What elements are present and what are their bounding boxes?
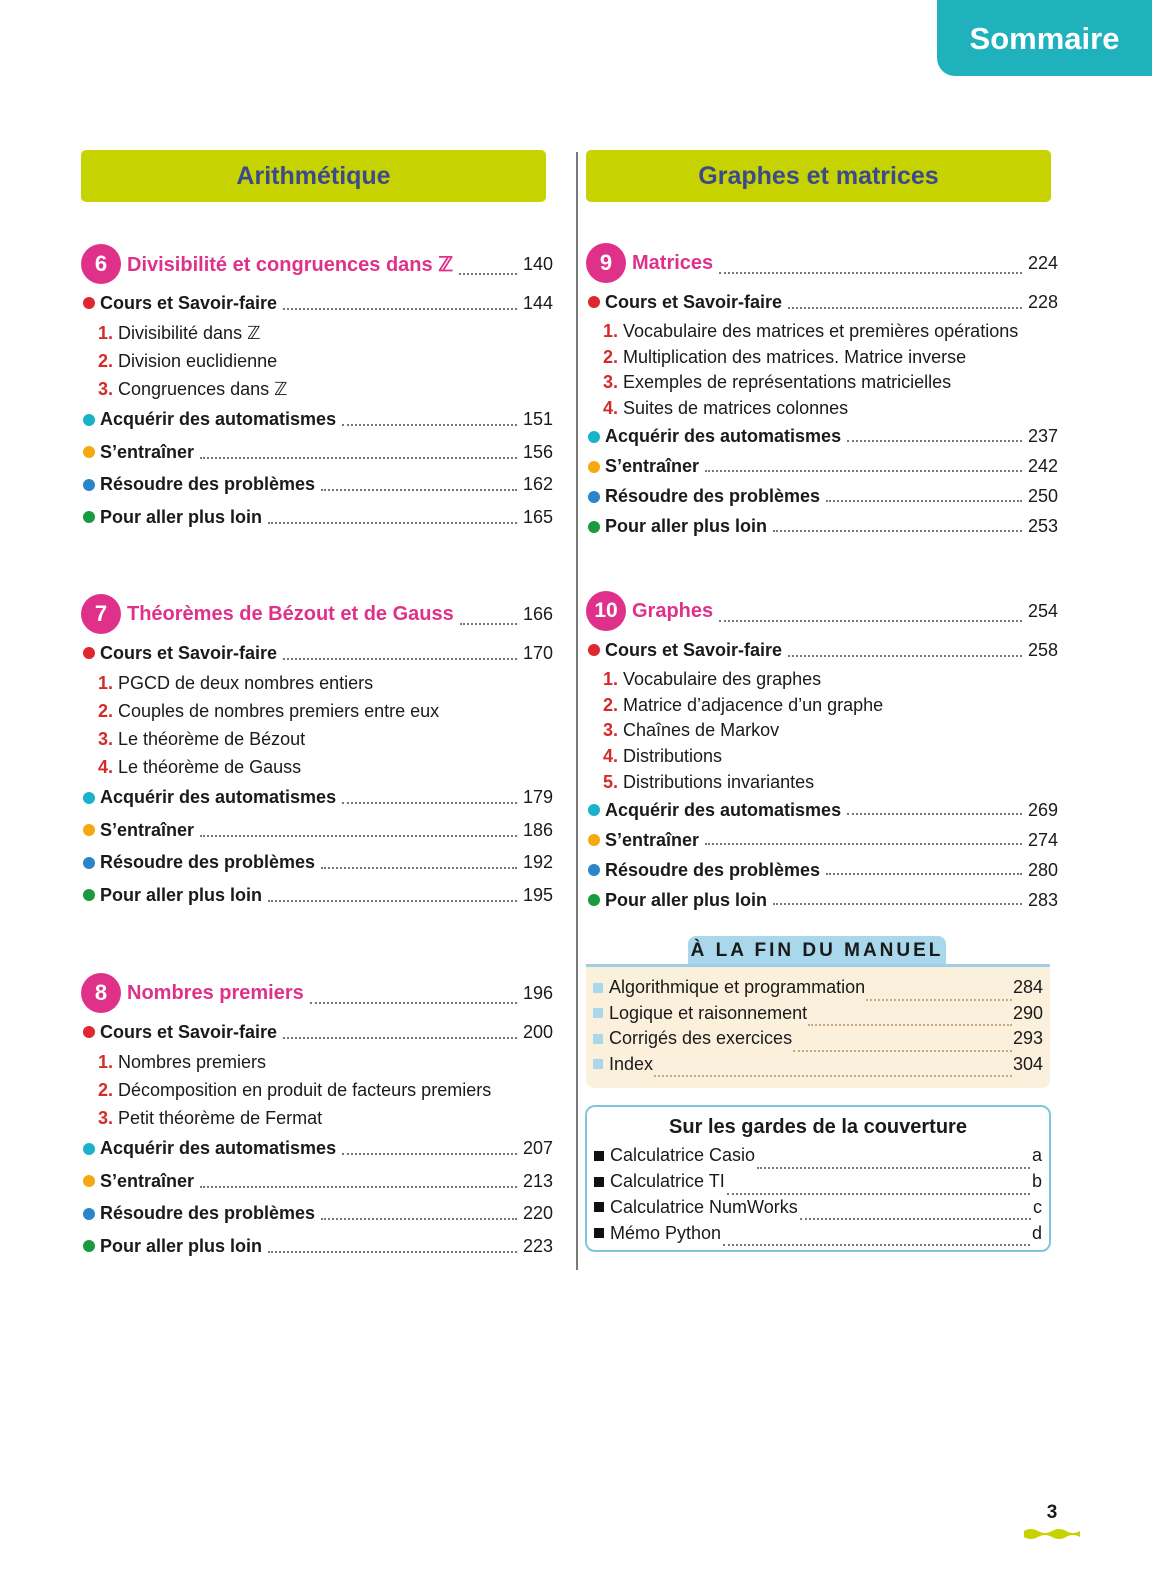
entry-page: 237 — [1027, 426, 1058, 447]
entry-acquerir-automatismes[interactable] — [81, 1133, 553, 1166]
entry-label: Résoudre des problèmes — [605, 859, 821, 880]
entry-label: Pour aller plus loin — [100, 1235, 263, 1256]
acquerir-automatismes-bullet-icon — [83, 792, 95, 804]
subsection-item[interactable] — [586, 370, 1058, 396]
resoudre-problemes-bullet-icon — [588, 491, 600, 503]
entry-pour-aller-plus-loin[interactable] — [586, 512, 1058, 542]
chapter-title: Graphes — [632, 599, 714, 622]
chapter-page: 254 — [1027, 600, 1058, 621]
fin-item-page: 290 — [1012, 1002, 1043, 1023]
pour-aller-plus-loin-bullet-icon — [83, 1240, 95, 1252]
chapter-number-badge: 10 — [586, 591, 626, 631]
entry-label: S’entraîner — [605, 829, 700, 850]
fin-item[interactable] — [593, 1052, 1043, 1078]
chapter-page: 196 — [522, 982, 553, 1003]
dot-leader — [847, 813, 1022, 815]
dot-leader — [719, 620, 1022, 622]
gardes-item-page: b — [1031, 1171, 1042, 1192]
subsection-item[interactable] — [81, 1105, 553, 1133]
entry-cours-savoir-faire[interactable] — [586, 634, 1058, 667]
entry-label: Cours et Savoir-faire — [605, 639, 783, 660]
entry-resoudre-problemes[interactable] — [81, 847, 553, 880]
entry-label: S’entraîner — [100, 441, 195, 462]
dot-leader — [705, 843, 1022, 845]
entry-cours-savoir-faire[interactable] — [81, 637, 553, 670]
chapter-9 — [586, 242, 1058, 542]
subsection-title: Distributions invariantes — [623, 772, 815, 793]
entry-label: Acquérir des automatismes — [100, 409, 337, 430]
fin-item-label: Algorithmique et programmation — [609, 977, 866, 998]
dot-leader — [268, 522, 517, 524]
cours-bullet-icon — [83, 647, 95, 659]
dot-leader — [654, 1075, 1012, 1077]
dot-leader — [310, 1002, 517, 1004]
sentrainer-bullet-icon — [83, 446, 95, 458]
dot-leader — [800, 1218, 1031, 1220]
entry-pour-aller-plus-loin[interactable] — [81, 1230, 553, 1263]
fin-item-label: Index — [609, 1053, 654, 1074]
sentrainer-bullet-icon — [588, 834, 600, 846]
entry-page: 220 — [522, 1203, 553, 1224]
chapter-6 — [81, 243, 553, 534]
subsection-title: Chaînes de Markov — [623, 720, 780, 741]
acquerir-automatismes-bullet-icon — [588, 804, 600, 816]
chapter-title: Divisibilité et congruences dans ℤ — [127, 253, 454, 276]
section-header-arithmetique: Arithmétique — [81, 150, 546, 202]
resoudre-problemes-bullet-icon — [83, 479, 95, 491]
acquerir-automatismes-bullet-icon — [83, 1143, 95, 1155]
entry-acquerir-automatismes[interactable] — [586, 795, 1058, 825]
entry-label: Pour aller plus loin — [100, 884, 263, 905]
dot-leader — [460, 623, 517, 625]
entry-label: Résoudre des problèmes — [100, 852, 316, 873]
entry-page: 156 — [522, 441, 553, 462]
entry-page: 192 — [522, 852, 553, 873]
entry-pour-aller-plus-loin[interactable] — [81, 879, 553, 912]
resoudre-problemes-bullet-icon — [83, 857, 95, 869]
column-divider — [576, 152, 578, 1270]
subsection-title: Vocabulaire des graphes — [623, 668, 822, 689]
subsection-item[interactable] — [586, 344, 1058, 370]
fin-item-page: 304 — [1012, 1053, 1043, 1074]
gardes-item[interactable] — [594, 1220, 1042, 1246]
entry-pour-aller-plus-loin[interactable] — [81, 501, 553, 534]
square-bullet-icon — [593, 1059, 603, 1069]
entry-page: 179 — [522, 787, 553, 808]
entry-resoudre-problemes[interactable] — [586, 855, 1058, 885]
square-bullet-icon — [593, 1008, 603, 1018]
dot-leader — [200, 835, 517, 837]
dot-leader — [723, 1244, 1030, 1246]
acquerir-automatismes-bullet-icon — [83, 414, 95, 426]
entry-acquerir-automatismes[interactable] — [586, 422, 1058, 452]
dot-leader — [719, 272, 1022, 274]
entry-label: Résoudre des problèmes — [100, 474, 316, 495]
dot-leader — [757, 1167, 1030, 1169]
entry-page: 165 — [522, 506, 553, 527]
dot-leader — [283, 308, 517, 310]
dot-leader — [847, 440, 1022, 442]
entry-page: 186 — [522, 819, 553, 840]
subsection-item[interactable] — [81, 1049, 553, 1077]
chapter-title: Théorèmes de Bézout et de Gauss — [127, 602, 454, 625]
chapter-10 — [586, 590, 1058, 915]
subsection-number: 4. — [603, 398, 619, 419]
fin-item-page: 293 — [1012, 1028, 1043, 1049]
fin-du-manuel-badge: À LA FIN DU MANUEL — [688, 936, 946, 966]
entry-label: Résoudre des problèmes — [605, 486, 821, 507]
square-bullet-icon — [594, 1202, 604, 1212]
subsection-item[interactable] — [586, 744, 1058, 770]
dot-leader — [459, 273, 517, 275]
cours-bullet-icon — [588, 644, 600, 656]
chapter-page: 140 — [522, 253, 553, 274]
entry-resoudre-problemes[interactable] — [81, 469, 553, 502]
subsection-item[interactable] — [81, 754, 553, 782]
chapter-page: 224 — [1027, 252, 1058, 273]
entry-page: 223 — [522, 1235, 553, 1256]
entry-acquerir-automatismes[interactable] — [81, 404, 553, 437]
dot-leader — [268, 900, 517, 902]
subsection-title: Matrice d’adjacence d’un graphe — [623, 694, 884, 715]
gardes-box — [585, 1105, 1051, 1252]
entry-page: 283 — [1027, 889, 1058, 910]
subsection-title: Décomposition en produit de facteurs premiers — [118, 1080, 492, 1100]
gardes-item-label: Calculatrice NumWorks — [610, 1196, 798, 1217]
sentrainer-bullet-icon — [588, 461, 600, 473]
chapter-page: 166 — [522, 603, 553, 624]
subsection-title: PGCD de deux nombres entiers — [118, 673, 374, 693]
dot-leader — [793, 1050, 1012, 1052]
subsection-item[interactable] — [586, 396, 1058, 422]
dot-leader — [866, 999, 1012, 1001]
fin-item-page: 284 — [1012, 977, 1043, 998]
subsection-number: 3. — [98, 729, 114, 749]
chapter-number-badge: 8 — [81, 973, 121, 1013]
entry-page: 170 — [522, 642, 553, 663]
sommaire-tab: Sommaire — [937, 0, 1152, 76]
acquerir-automatismes-bullet-icon — [588, 431, 600, 443]
chapter-number-badge: 7 — [81, 594, 121, 634]
subsection-number: 1. — [98, 673, 114, 693]
dot-leader — [826, 500, 1022, 502]
entry-label: Acquérir des automatismes — [605, 426, 842, 447]
section-header-graphes-matrices: Graphes et matrices — [586, 150, 1051, 202]
subsection-number: 3. — [603, 720, 619, 741]
subsection-item[interactable] — [81, 726, 553, 754]
subsection-title: Le théorème de Bézout — [118, 729, 306, 749]
subsection-number: 2. — [98, 351, 114, 371]
chapter-number-badge: 9 — [586, 243, 626, 283]
dot-leader — [773, 530, 1022, 532]
dot-leader — [342, 1153, 517, 1155]
entry-sentrainer[interactable] — [81, 814, 553, 847]
fin-item[interactable] — [593, 1026, 1043, 1052]
subsection-number: 2. — [603, 346, 619, 367]
dot-leader — [705, 470, 1022, 472]
entry-page: 250 — [1027, 486, 1058, 507]
entry-page: 274 — [1027, 829, 1058, 850]
entry-page: 242 — [1027, 456, 1058, 477]
entry-page: 144 — [522, 292, 553, 313]
pour-aller-plus-loin-bullet-icon — [83, 889, 95, 901]
chapter-title: Matrices — [632, 251, 714, 274]
fin-item[interactable] — [593, 1001, 1043, 1027]
entry-cours-savoir-faire[interactable] — [586, 286, 1058, 319]
subsection-title: Exemples de représentations matricielles — [623, 372, 952, 393]
subsection-number: 1. — [98, 1052, 114, 1072]
resoudre-problemes-bullet-icon — [588, 864, 600, 876]
chapter-title-row[interactable] — [586, 242, 1058, 284]
gardes-item[interactable] — [594, 1143, 1042, 1169]
entry-label: Cours et Savoir-faire — [605, 291, 783, 312]
entry-label: Résoudre des problèmes — [100, 1203, 316, 1224]
subsection-number: 4. — [603, 746, 619, 767]
subsection-number: 3. — [98, 379, 114, 399]
pour-aller-plus-loin-bullet-icon — [588, 521, 600, 533]
subsection-title: Couples de nombres premiers entre eux — [118, 701, 440, 721]
gardes-item-label: Calculatrice TI — [610, 1171, 725, 1192]
gardes-item-page: a — [1031, 1145, 1042, 1166]
entry-label: Cours et Savoir-faire — [100, 642, 278, 663]
dot-leader — [321, 1218, 517, 1220]
gardes-title: Sur les gardes de la couverture — [669, 1116, 967, 1138]
dot-leader — [826, 873, 1022, 875]
entry-label: Cours et Savoir-faire — [100, 292, 278, 313]
entry-sentrainer[interactable] — [81, 1165, 553, 1198]
dot-leader — [200, 457, 517, 459]
subsection-number: 5. — [603, 772, 619, 793]
resoudre-problemes-bullet-icon — [83, 1208, 95, 1220]
subsection-item[interactable] — [586, 667, 1058, 693]
entry-page: 162 — [522, 474, 553, 495]
subsection-title: Le théorème de Gauss — [118, 757, 302, 777]
subsection-title: Divisibilité dans ℤ — [118, 323, 261, 343]
subsection-number: 1. — [98, 323, 114, 343]
subsection-number: 1. — [603, 668, 619, 689]
gardes-item[interactable] — [594, 1195, 1042, 1221]
entry-label: Acquérir des automatismes — [100, 787, 337, 808]
entry-sentrainer[interactable] — [81, 436, 553, 469]
chapter-number-badge: 6 — [81, 244, 121, 284]
chapter-title: Nombres premiers — [127, 981, 304, 1004]
dot-leader — [342, 424, 517, 426]
entry-resoudre-problemes[interactable] — [586, 482, 1058, 512]
entry-page: 269 — [1027, 799, 1058, 820]
entry-page: 213 — [522, 1170, 553, 1191]
fin-item[interactable] — [593, 975, 1043, 1001]
subsection-title: Distributions — [623, 746, 723, 767]
subsection-title: Suites de matrices colonnes — [623, 398, 849, 419]
entry-page: 195 — [522, 884, 553, 905]
page-number-wave-decoration — [1024, 1527, 1080, 1539]
subsection-number: 2. — [98, 701, 114, 721]
dot-leader — [808, 1024, 1012, 1026]
fin-item-label: Logique et raisonnement — [609, 1002, 808, 1023]
entry-label: S’entraîner — [100, 1170, 195, 1191]
entry-page: 228 — [1027, 291, 1058, 312]
subsection-title: Vocabulaire des matrices et premières opérations — [623, 320, 1019, 341]
sentrainer-bullet-icon — [83, 824, 95, 836]
dot-leader — [342, 802, 517, 804]
square-bullet-icon — [594, 1177, 604, 1187]
cours-bullet-icon — [588, 296, 600, 308]
entry-cours-savoir-faire[interactable] — [81, 1016, 553, 1049]
gardes-item-page: c — [1033, 1196, 1042, 1217]
subsection-item[interactable] — [81, 320, 553, 348]
fin-du-manuel-box — [586, 964, 1050, 1088]
subsection-number: 2. — [603, 694, 619, 715]
dot-leader — [200, 1186, 517, 1188]
subsection-number: 2. — [98, 1080, 114, 1100]
dot-leader — [321, 489, 517, 491]
chapter-7 — [81, 593, 553, 912]
subsection-title: Division euclidienne — [118, 351, 278, 371]
subsection-item[interactable] — [81, 670, 553, 698]
square-bullet-icon — [593, 1034, 603, 1044]
entry-page: 280 — [1027, 859, 1058, 880]
entry-resoudre-problemes[interactable] — [81, 1198, 553, 1231]
chapter-8 — [81, 972, 553, 1263]
subsection-title: Congruences dans ℤ — [118, 379, 288, 399]
square-bullet-icon — [594, 1151, 604, 1161]
subsection-title: Multiplication des matrices. Matrice inverse — [623, 346, 967, 367]
subsection-number: 3. — [98, 1108, 114, 1128]
entry-cours-savoir-faire[interactable] — [81, 287, 553, 320]
subsection-item[interactable] — [586, 692, 1058, 718]
gardes-item-label: Calculatrice Casio — [610, 1145, 756, 1166]
dot-leader — [283, 658, 517, 660]
entry-label: Acquérir des automatismes — [605, 799, 842, 820]
subsection-number: 3. — [603, 372, 619, 393]
dot-leader — [268, 1251, 517, 1253]
pour-aller-plus-loin-bullet-icon — [588, 894, 600, 906]
dot-leader — [283, 1037, 517, 1039]
entry-label: Pour aller plus loin — [605, 889, 768, 910]
subsection-item[interactable] — [81, 348, 553, 376]
chapter-title-row[interactable] — [81, 243, 553, 285]
entry-label: S’entraîner — [100, 819, 195, 840]
entry-page: 151 — [522, 409, 553, 430]
dot-leader — [773, 903, 1022, 905]
cours-bullet-icon — [83, 1026, 95, 1038]
entry-page: 207 — [522, 1138, 553, 1159]
entry-label: Pour aller plus loin — [605, 516, 768, 537]
entry-page: 258 — [1027, 639, 1058, 660]
dot-leader — [788, 655, 1022, 657]
entry-label: Pour aller plus loin — [100, 506, 263, 527]
entry-acquerir-automatismes[interactable] — [81, 782, 553, 815]
dot-leader — [788, 307, 1022, 309]
dot-leader — [727, 1193, 1030, 1195]
entry-page: 200 — [522, 1021, 553, 1042]
sentrainer-bullet-icon — [83, 1175, 95, 1187]
square-bullet-icon — [594, 1228, 604, 1238]
gardes-item-page: d — [1031, 1222, 1042, 1243]
subsection-item[interactable] — [586, 718, 1058, 744]
entry-label: S’entraîner — [605, 456, 700, 477]
subsection-title: Nombres premiers — [118, 1052, 267, 1072]
entry-sentrainer[interactable] — [586, 825, 1058, 855]
chapter-title-row[interactable] — [81, 593, 553, 635]
square-bullet-icon — [593, 983, 603, 993]
subsection-item[interactable] — [81, 376, 553, 404]
gardes-item-label: Mémo Python — [610, 1222, 722, 1243]
gardes-item[interactable] — [594, 1169, 1042, 1195]
entry-pour-aller-plus-loin[interactable] — [586, 885, 1058, 915]
subsection-item[interactable] — [586, 319, 1058, 345]
chapter-title-row[interactable] — [586, 590, 1058, 632]
page-number: 3 — [1046, 1502, 1058, 1523]
subsection-item[interactable] — [81, 698, 553, 726]
fin-item-label: Corrigés des exercices — [609, 1028, 793, 1049]
entry-sentrainer[interactable] — [586, 452, 1058, 482]
cours-bullet-icon — [83, 297, 95, 309]
subsection-item[interactable] — [81, 1077, 553, 1105]
subsection-number: 1. — [603, 320, 619, 341]
entry-label: Cours et Savoir-faire — [100, 1021, 278, 1042]
subsection-number: 4. — [98, 757, 114, 777]
entry-page: 253 — [1027, 516, 1058, 537]
entry-label: Acquérir des automatismes — [100, 1138, 337, 1159]
subsection-title: Petit théorème de Fermat — [118, 1108, 323, 1128]
subsection-item[interactable] — [586, 770, 1058, 796]
pour-aller-plus-loin-bullet-icon — [83, 511, 95, 523]
dot-leader — [321, 867, 517, 869]
chapter-title-row[interactable] — [81, 972, 553, 1014]
